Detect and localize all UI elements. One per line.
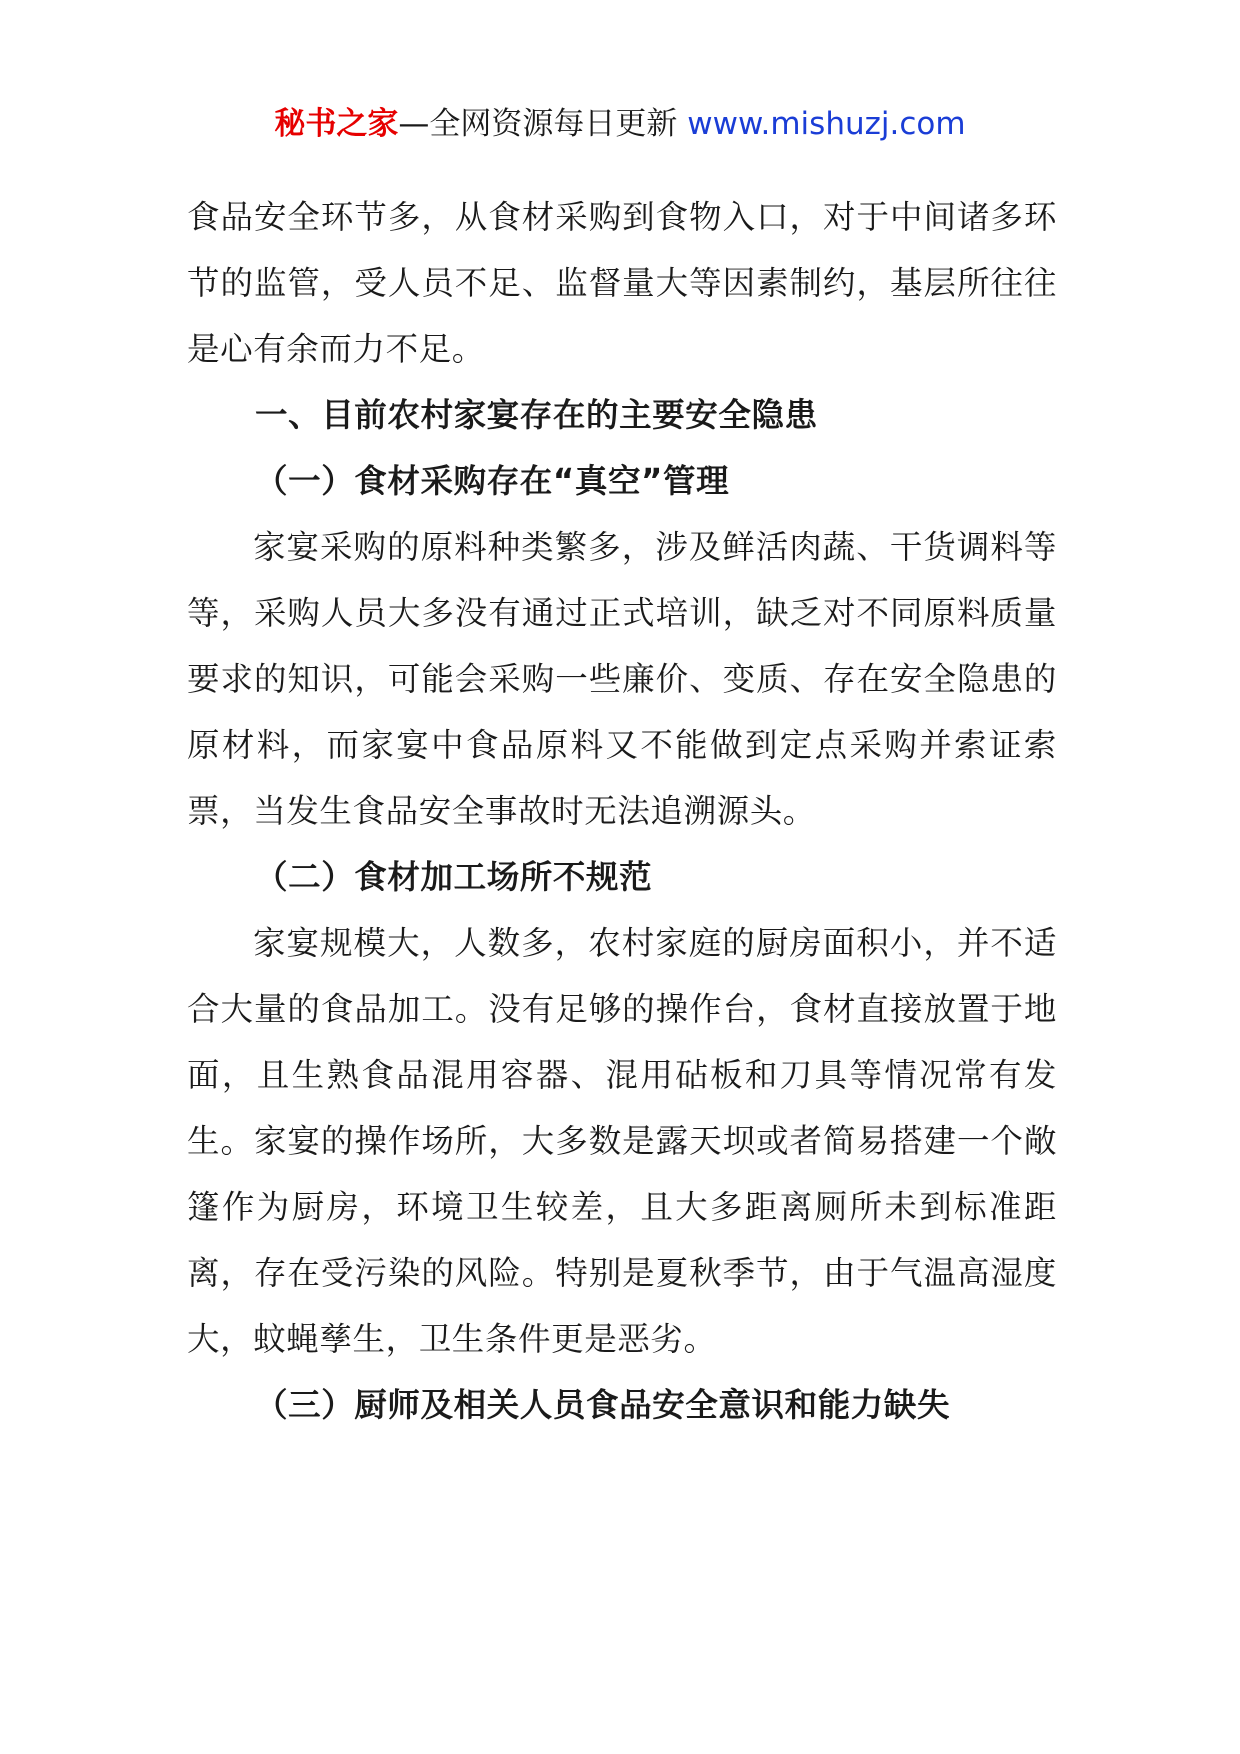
subsection-heading-3: （三）厨师及相关人员食品安全意识和能力缺失 — [255, 1386, 951, 1424]
subsection-heading-2: （二）食材加工场所不规范 — [255, 858, 653, 896]
site-slogan: —全网资源每日更新 — [398, 106, 688, 142]
section-heading: 一、目前农村家宴存在的主要安全隐患 — [255, 396, 818, 434]
site-brand: 秘书之家 — [274, 106, 399, 142]
paragraph-procurement: 家宴采购的原料种类繁多，涉及鲜活肉蔬、干货调料等等，采购人员大多没有通过正式培训，缺乏对不同原料质量要求的知识，可能会采购一些廉价、变质、存在安全隐患的原材料，而家宴中食品原料又不能做到定点采购并索证索票，当发生食品安全事故时无法追溯源头。 — [187, 528, 1057, 830]
paragraph-intro: 食品安全环节多，从食材采购到食物入口，对于中间诸多环节的监管，受人员不足、监督量大等因素制约，基层所往往是心有余而力不足。 — [187, 198, 1057, 368]
paragraph-processing: 家宴规模大，人数多，农村家庭的厨房面积小，并不适合大量的食品加工。没有足够的操作台，食材直接放置于地面，且生熟食品混用容器、混用砧板和刀具等情况常有发生。家宴的操作场所，大多数是露天坝或者简易搭建一个敞篷作为厨房，环境卫生较差，且大多距离厕所未到标准距离，存在受污染的风险。特别是夏秋季节，由于气温高湿度大，蚊蝇孳生，卫生条件更是恶劣。 — [187, 924, 1057, 1358]
document-body — [187, 184, 1057, 1438]
subsection-heading-1: （一）食材采购存在“真空”管理 — [255, 462, 730, 500]
site-url-link[interactable]: www.mishuzj.com — [687, 106, 966, 142]
site-header — [0, 102, 1240, 146]
